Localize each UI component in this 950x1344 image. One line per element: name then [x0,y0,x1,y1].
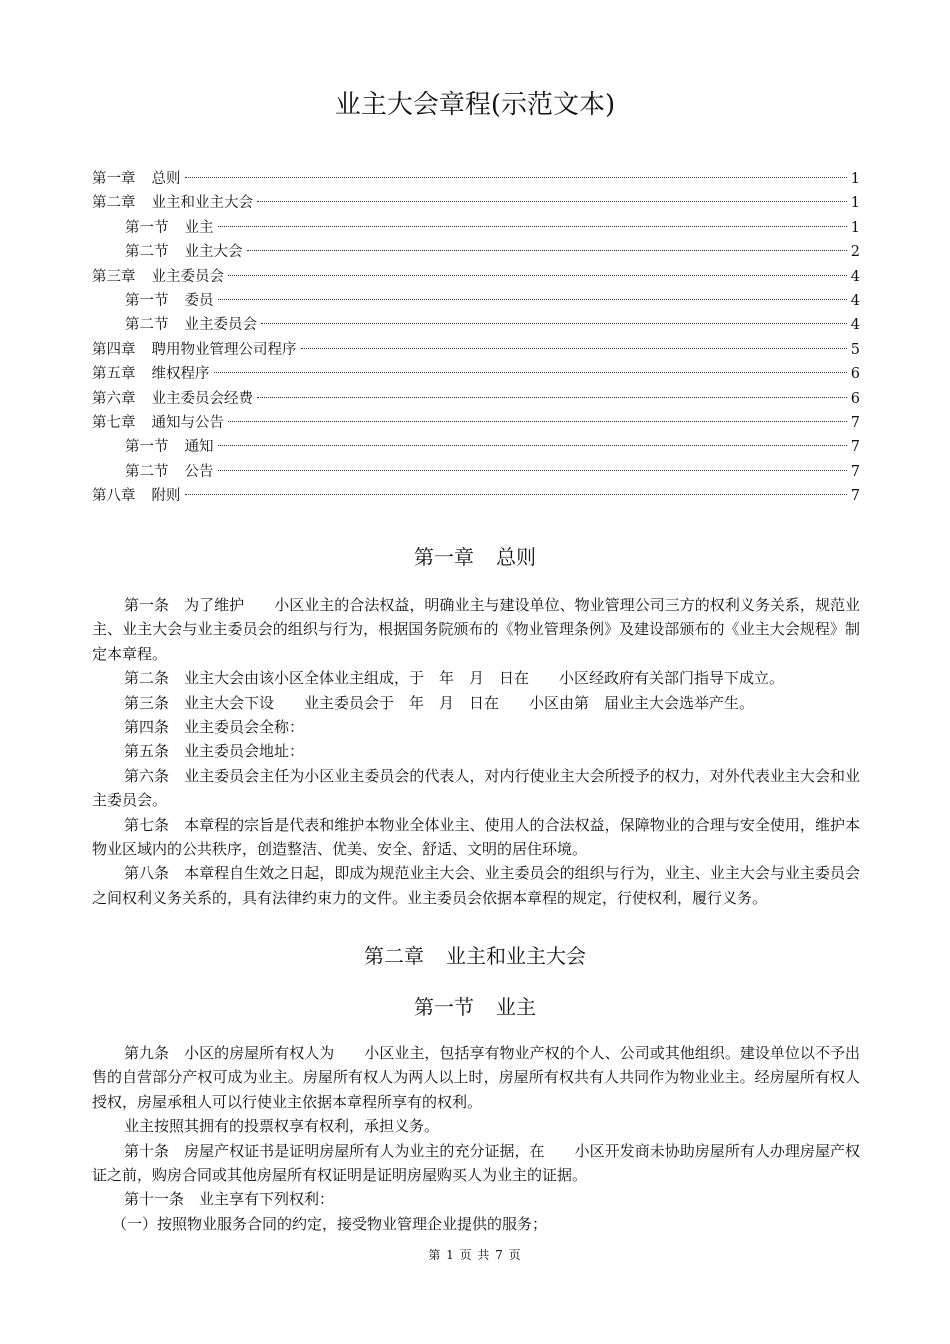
toc-page-number: 1 [850,195,860,212]
toc-number: 第四章 [92,341,136,358]
toc-number: 第六章 [92,390,136,407]
toc-page-number: 1 [850,171,860,187]
section-number: 第一节 [414,995,474,1019]
chapter-number: 第一章 [414,545,474,569]
toc-leader [228,275,847,276]
toc-title: 业主 [184,219,214,236]
toc-number: 第七章 [92,414,136,431]
toc-leader [257,397,847,398]
article-paragraph: 第五条 业主委员会地址： [124,742,305,761]
toc-number: 第二节 [125,463,169,480]
chapter-number: 第二章 [364,944,424,968]
article-paragraph: 第三条 业主大会下设 业主委员会于 年 月 日在 小区由第 届业主大会选举产生。 [124,693,755,712]
toc-entry[interactable] [92,484,860,508]
article-paragraph: 第九条 小区的房屋所有权人为 小区业主，包括享有物业产权的个人、公司或其他组织。建设单位以不予出售的自营部分产权可成为业主。房屋所有权人为两人以上时，房屋所有权共有人共同作为物业业主。经房屋所有权人授权，房屋承租人可以行使业主依据本章程所享有的权利。 [92,1044,860,1111]
article-paragraph: 业主按照其拥有的投票权享有权利，承担义务。 [124,1117,440,1136]
toc-leader [301,348,848,349]
toc-page-number: 7 [850,439,860,456]
toc-page-number: 7 [850,488,860,505]
chapter-heading [0,942,950,970]
toc-number: 第五章 [92,366,136,383]
toc-leader [261,323,847,324]
article-paragraph: 第十一条 业主享有下列权利： [124,1190,335,1209]
toc-page-number: 7 [850,463,860,480]
chapter-title: 总则 [496,545,536,569]
toc-number: 第一节 [125,439,169,456]
toc-number: 第八章 [92,488,136,505]
section-heading [0,993,950,1021]
toc-number: 第二章 [92,195,136,212]
toc-page-number: 6 [850,366,860,383]
toc-number: 第一节 [125,219,169,236]
toc-entry[interactable] [92,240,860,264]
toc-page-number: 1 [850,219,860,236]
toc-number: 第一节 [125,292,169,309]
toc-number: 第一章 [92,171,136,187]
toc-leader [214,372,848,373]
article-paragraph: 第一条 为了维护 小区业主的合法权益，明确业主与建设单位、物业管理公司三方的权利义务关系，规范业主、业主大会与业主委员会的组织与行为，根据国务院颁布的《物业管理条例》及建设部颁布的《业主大会规程》制定本章程。 [92,596,860,663]
toc-entry[interactable] [92,460,860,484]
toc-title: 业主委员会 [184,317,257,334]
toc-leader [247,250,848,251]
toc-entry[interactable] [92,191,860,215]
document-title: 业主大会章程(示范文本) [334,90,616,120]
toc-number: 第二节 [125,244,169,261]
chapter-heading [0,543,950,571]
toc-entry[interactable] [92,435,860,459]
section-title: 业主 [496,995,536,1019]
toc-page-number: 4 [850,317,860,334]
toc-title: 聘用物业管理公司程序 [151,341,297,358]
toc-page-number: 2 [850,244,860,261]
toc-entry[interactable] [92,411,860,435]
article-paragraph: 第二条 业主大会由该小区全体业主组成，于 年 月 日在 小区经政府有关部门指导下成立。 [124,669,785,688]
toc-title: 公告 [184,463,214,480]
toc-title: 附则 [151,488,181,505]
section-body [92,1041,860,1236]
toc-entry[interactable] [92,167,860,191]
page-footer: 第 1 页 共 7 页 [428,1248,522,1262]
toc-leader [185,177,848,178]
toc-page-number: 4 [850,268,860,285]
article-paragraph: 第十条 房屋产权证书是证明房屋所有人为业主的充分证据，在 小区开发商未协助房屋所有人办理房屋产权证之前，购房合同或其他房屋所有权证明是证明房屋购买人为业主的证据。 [92,1141,860,1185]
toc-page-number: 4 [850,292,860,309]
toc-title: 业主委员会经费 [151,390,253,407]
table-of-contents [92,167,860,508]
toc-number: 第二节 [125,317,169,334]
toc-number: 第三章 [92,268,136,285]
toc-page-number: 5 [850,341,860,358]
toc-leader [228,421,847,422]
toc-leader [218,445,848,446]
toc-entry[interactable] [92,313,860,337]
toc-entry[interactable] [92,362,860,386]
article-paragraph: 第八条 本章程自生效之日起，即成为规范业主大会、业主委员会的组织与行为，业主、业主大会与业主委员会之间权利义务关系的，具有法律约束力的文件。业主委员会依据本章程的规定，行使权利，履行义务。 [92,864,860,907]
toc-entry[interactable] [92,338,860,362]
toc-title: 业主和业主大会 [151,195,253,212]
toc-page-number: 6 [850,390,860,407]
toc-leader [185,494,848,495]
list-item: （一）按照物业服务合同的约定，接受物业管理企业提供的服务； [112,1214,548,1233]
toc-entry[interactable] [92,387,860,411]
article-paragraph: 第七条 本章程的宗旨是代表和维护本物业全体业主、使用人的合法权益，保障物业的合理与安全使用，维护本物业区域内的公共秩序，创造整洁、优美、安全、舒适、文明的居住环境。 [92,815,860,859]
toc-title: 业主委员会 [151,268,224,285]
toc-title: 业主大会 [184,244,243,261]
chapter-body [92,593,860,910]
toc-leader [257,201,847,202]
toc-leader [218,226,848,227]
toc-entry[interactable] [92,289,860,313]
toc-entry[interactable] [92,265,860,289]
chapter-title: 业主和业主大会 [446,944,586,968]
toc-title: 委员 [184,292,214,309]
toc-entry[interactable] [92,216,860,240]
toc-title: 通知与公告 [151,414,224,431]
article-paragraph: 第四条 业主委员会全称： [124,718,305,737]
article-paragraph: 第六条 业主委员会主任为小区业主委员会的代表人，对内行使业主大会所授予的权力，对外代表业主大会和业主委员会。 [92,766,860,810]
toc-title: 通知 [184,439,214,456]
toc-leader [218,299,848,300]
toc-title: 维权程序 [151,366,210,383]
toc-leader [218,470,848,471]
toc-title: 总则 [151,171,181,187]
toc-page-number: 7 [850,414,860,431]
